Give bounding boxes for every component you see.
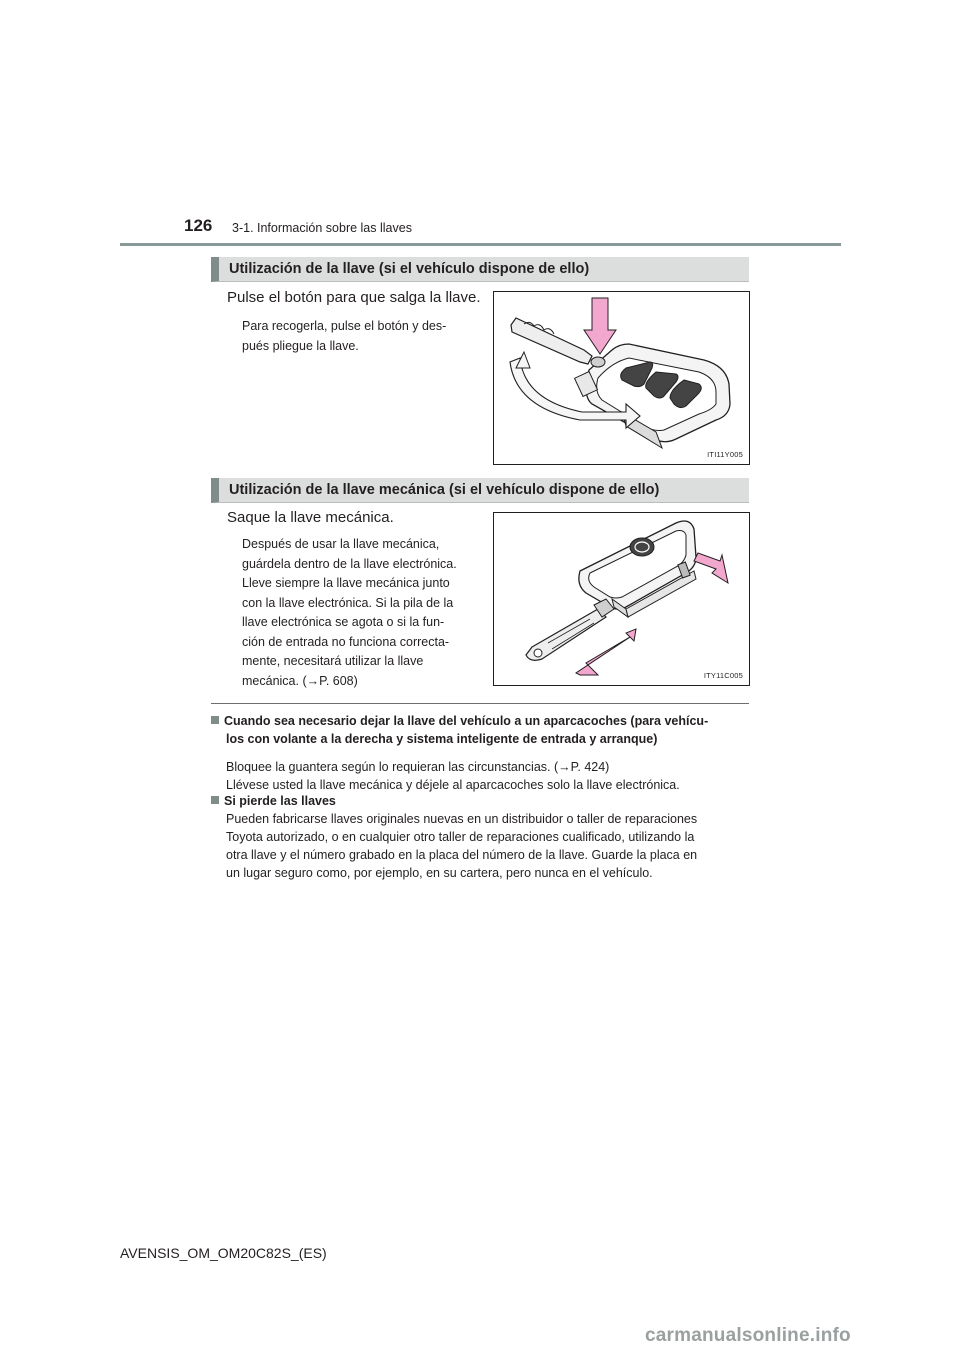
flip-key-drawing (494, 292, 749, 464)
step-detail (242, 317, 478, 356)
detail-line: mecánica. (→P. 608) (242, 673, 358, 688)
note-title-line: los con volante a la derecha y sistema inteligente de entrada y arranque) (226, 732, 658, 746)
section-divider (211, 703, 749, 704)
press-arrow-icon (694, 553, 728, 583)
detail-line: ción de entrada no funciona correcta- (242, 634, 450, 649)
note-body-line: otra llave y el número grabado en la placa del número de la llave. Guarde la placa en (226, 848, 698, 862)
document-code-footer: AVENSIS_OM_OM20C82S_(ES) (120, 1245, 327, 1261)
figure-code: ITY11C005 (703, 671, 743, 680)
detail-line: con la llave electrónica. Si la pila de la (242, 595, 454, 610)
detail-line: pués pliegue la llave. (242, 338, 359, 353)
note-body-line: Bloquee la guantera según lo requieran las circunstancias. (→P. 424) (226, 760, 610, 774)
note-body-valet (226, 758, 749, 794)
bullet-square-icon (211, 716, 219, 724)
figure-code: ITI11Y005 (707, 450, 743, 459)
section-heading-mechanical-key (211, 478, 749, 503)
section-heading-text: Utilización de la llave mecánica (si el vehículo dispone de ello) (229, 482, 660, 498)
detail-line: Para recogerla, pulse el botón y des- (242, 319, 447, 333)
section-heading-key-use (211, 257, 749, 282)
note-body-line: Pueden fabricarse llaves originales nuevas en un distribuidor o taller de reparaciones (226, 812, 698, 826)
page-number: 126 (184, 216, 213, 235)
smart-key-drawing (494, 513, 749, 685)
pull-arrow-icon (576, 629, 636, 675)
header-rule (120, 243, 841, 246)
note-body-lost-keys (226, 810, 749, 882)
step-detail (242, 535, 478, 691)
note-title-line: Si pierde las llaves (224, 794, 336, 808)
mechanical-key-illustration (493, 512, 750, 686)
detail-line: llave electrónica se agota o si la fun- (242, 615, 445, 629)
note-title-line: Cuando sea necesario dejar la llave del vehículo a un aparcacoches (para vehícu- (224, 714, 709, 728)
press-arrow-icon (584, 298, 616, 354)
note-body-line: un lugar seguro como, por ejemplo, en su cartera, pero nunca en el vehículo. (226, 866, 653, 880)
detail-line: Lleve siempre la llave mecánica junto (242, 576, 450, 590)
section-title: 3-1. Información sobre las llaves (232, 221, 412, 235)
note-title-valet (211, 712, 751, 748)
step-instruction: Pulse el botón para que salga la llave. (227, 289, 481, 306)
toyota-logo-icon (630, 538, 654, 556)
key-ring-hole (534, 649, 542, 657)
section-heading-text: Utilización de la llave (si el vehículo dispone de ello) (229, 261, 590, 277)
watermark: carmanualsonline.info (645, 1325, 851, 1346)
key-flip-illustration (493, 291, 750, 465)
detail-line: guárdela dentro de la llave electrónica. (242, 556, 457, 571)
note-body-line: Toyota autorizado, o en cualquier otro taller de reparaciones cualificado, utilizando la (226, 830, 695, 844)
note-title-lost-keys (211, 792, 751, 810)
step-instruction: Saque la llave mecánica. (227, 509, 394, 526)
detail-line: mente, necesitará utilizar la llave (242, 654, 424, 668)
detail-line: Después de usar la llave mecánica, (242, 537, 440, 551)
release-button (591, 357, 605, 367)
note-body-line: Llévese usted la llave mecánica y déjele al aparcacoches solo la llave electrónica. (226, 778, 680, 792)
bullet-square-icon (211, 796, 219, 804)
